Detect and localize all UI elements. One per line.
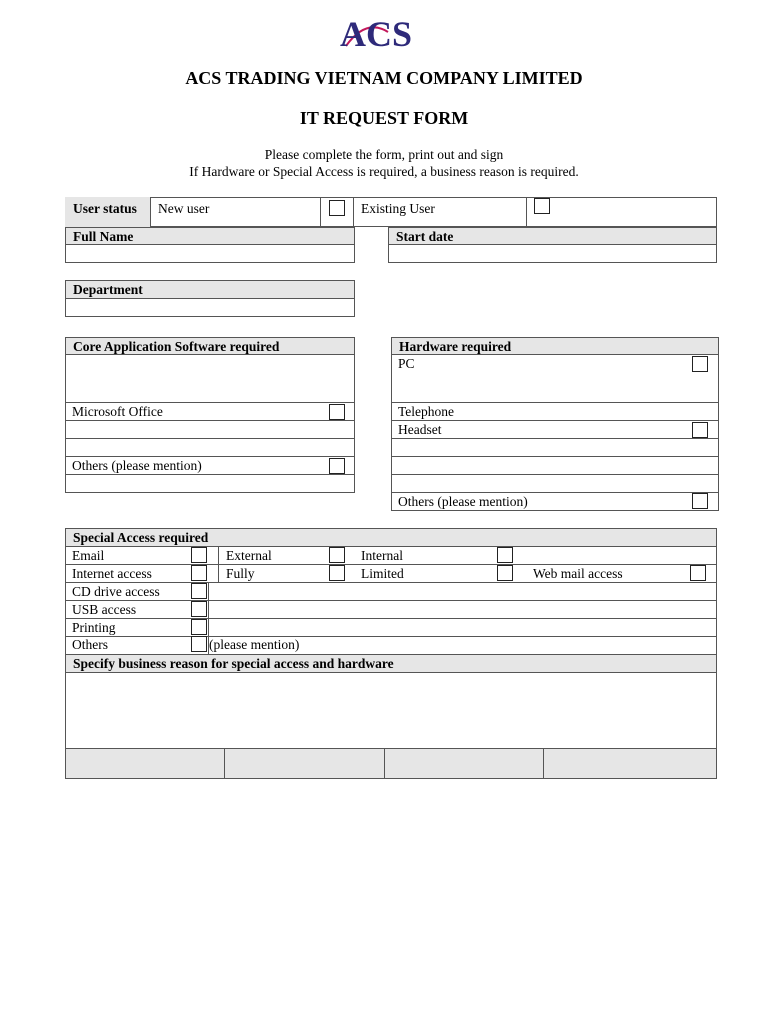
- internal-checkbox[interactable]: [497, 547, 513, 563]
- cd-drive-access-label: CD drive access: [72, 584, 160, 599]
- divider: [65, 618, 717, 619]
- instruction-line-2: If Hardware or Special Access is required, a business reason is required.: [189, 164, 579, 179]
- company-name: ACS TRADING VIETNAM COMPANY LIMITED: [185, 68, 583, 88]
- start-date-label: Start date: [388, 227, 717, 245]
- web-mail-access-label: Web mail access: [533, 566, 623, 581]
- pc-checkbox[interactable]: [692, 356, 708, 372]
- microsoft-office-checkbox[interactable]: [329, 404, 345, 420]
- usb-access-checkbox[interactable]: [191, 601, 207, 617]
- instructions: [0, 146, 768, 180]
- divider: [391, 438, 719, 439]
- pc-label: PC: [398, 356, 415, 371]
- divider: [65, 474, 355, 475]
- divider: [353, 197, 354, 227]
- signature-cell-4: [543, 748, 717, 779]
- core-software-header: Core Application Software required: [65, 337, 355, 355]
- internet-access-label: Internet access: [72, 566, 152, 581]
- form-title: IT REQUEST FORM: [299, 108, 469, 128]
- web-mail-access-checkbox[interactable]: [690, 565, 706, 581]
- hardware-header: Hardware required: [391, 337, 719, 355]
- department-label: Department: [65, 280, 355, 299]
- user-status-label: User status: [73, 201, 137, 216]
- signature-cell-1: [65, 748, 225, 779]
- divider: [218, 546, 219, 582]
- external-label: External: [226, 548, 272, 563]
- business-reason-field[interactable]: [65, 672, 717, 749]
- usb-access-label: USB access: [72, 602, 137, 617]
- headset-checkbox[interactable]: [692, 422, 708, 438]
- printing-checkbox[interactable]: [191, 619, 207, 635]
- telephone-label: Telephone: [398, 404, 455, 419]
- start-date-field[interactable]: [388, 244, 717, 263]
- new-user-checkbox[interactable]: [329, 200, 345, 216]
- limited-checkbox[interactable]: [497, 565, 513, 581]
- divider: [65, 582, 717, 583]
- internet-access-checkbox[interactable]: [191, 565, 207, 581]
- divider: [65, 600, 717, 601]
- fully-label: Fully: [226, 566, 255, 581]
- microsoft-office-label: Microsoft Office: [72, 404, 163, 419]
- existing-user-checkbox[interactable]: [534, 198, 550, 214]
- divider: [65, 636, 717, 637]
- internal-label: Internal: [361, 548, 403, 563]
- signature-cell-3: [384, 748, 544, 779]
- divider: [526, 197, 527, 227]
- business-reason-header: Specify business reason for special access and hardware: [65, 654, 717, 673]
- signature-cell-2: [224, 748, 385, 779]
- logo-text: ACS: [340, 14, 413, 54]
- special-access-header: Special Access required: [65, 528, 717, 547]
- divider: [391, 474, 719, 475]
- core-others-checkbox[interactable]: [329, 458, 345, 474]
- department-field[interactable]: [65, 298, 355, 317]
- core-others-label: Others (please mention): [72, 458, 202, 473]
- full-name-field[interactable]: [65, 244, 355, 263]
- fully-checkbox[interactable]: [329, 565, 345, 581]
- hardware-others-checkbox[interactable]: [692, 493, 708, 509]
- full-name-label: Full Name: [65, 227, 355, 245]
- divider: [391, 456, 719, 457]
- divider: [65, 438, 355, 439]
- limited-label: Limited: [361, 566, 404, 581]
- headset-label: Headset: [398, 422, 442, 437]
- acs-logo-graphic: [336, 12, 436, 56]
- divider: [320, 197, 321, 227]
- divider: [65, 420, 355, 421]
- email-checkbox[interactable]: [191, 547, 207, 563]
- please-mention-label: (please mention): [209, 637, 300, 652]
- special-others-checkbox[interactable]: [191, 636, 207, 652]
- new-user-label: New user: [158, 201, 210, 216]
- email-label: Email: [72, 548, 105, 563]
- company-logo: [336, 12, 436, 56]
- special-others-label: Others: [72, 637, 108, 652]
- cd-drive-access-checkbox[interactable]: [191, 583, 207, 599]
- instruction-line-1: Please complete the form, print out and sign: [264, 147, 504, 162]
- existing-user-label: Existing User: [361, 201, 435, 216]
- printing-label: Printing: [72, 620, 116, 635]
- external-checkbox[interactable]: [329, 547, 345, 563]
- hardware-others-label: Others (please mention): [398, 494, 528, 509]
